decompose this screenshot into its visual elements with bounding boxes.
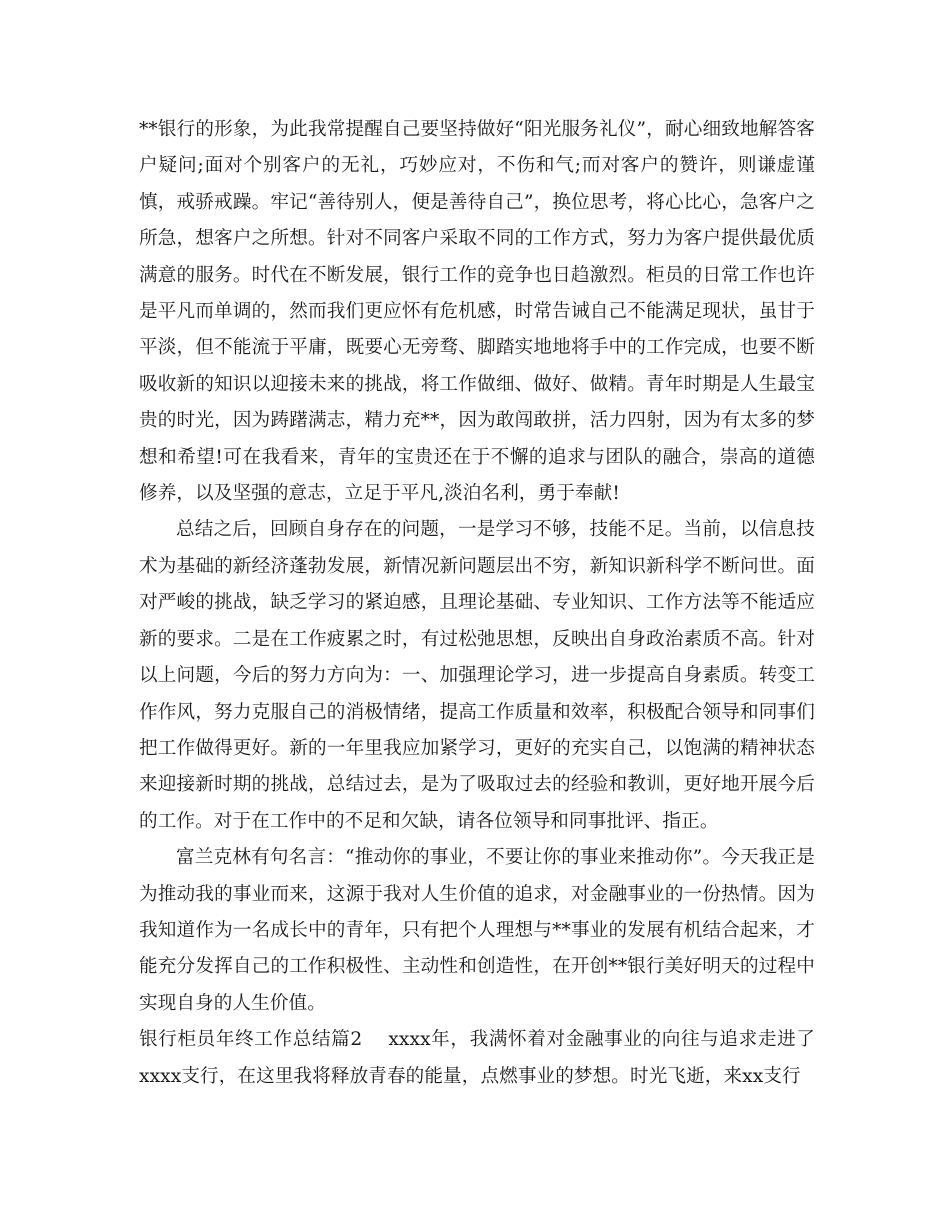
paragraph-3: 富兰克林有句名言：“推动你的事业，不要让你的事业来推动你”。今天我正是为推动我的事业而来，这源于我对人生价值的追求，对金融事业的一份热情。因为我知道作为一名成长中的青年，只有把个人理想与**事业的发展有机结合起来，才能充分发挥自己的工作积极性、主动性和创造性，在开创**银行美好明天的过程中实现自身的人生价值。 [139, 847, 815, 1014]
section-title: 银行柜员年终工作总结篇2 [139, 1029, 363, 1051]
paragraph-2: 总结之后，回顾自身存在的问题，一是学习不够，技能不足。当前，以信息技术为基础的新经济蓬勃发展，新情况新问题层出不穷，新知识新科学不断问世。面对严峻的挑战，缺乏学习的紧迫感，且理论基础、专业知识、工作方法等不能适应新的要求。二是在工作疲累之时，有过松弛思想，反映出自身政治素质不高。针对以上问题，今后的努力方向为：一、加强理论学习，进一步提高自身素质。转变工作作风，努力克服自己的消极情绪，提高工作质量和效率，积极配合领导和同事们把工作做得更好。新的一年里我应加紧学习，更好的充实自己，以饱满的精神状态来迎接新时期的挑战，总结过去，是为了吸取过去的经验和教训，更好地开展今后的工作。对于在工作中的不足和欠缺，请各位领导和同事批评、指正。 [139, 519, 815, 832]
section-text: xxxx年，我满怀着对金融事业的向往与追求走进了xxxx支行，在这里我将释放青春的能量，点燃事业的梦想。时光飞逝，来xx支行 [139, 1029, 815, 1087]
paragraph-1: **银行的形象，为此我常提醒自己要坚持做好“阳光服务礼仪”，耐心细致地解答客户疑问;面对个别客户的无礼，巧妙应对，不伤和气;而对客户的赞许，则谦虚谨慎，戒骄戒躁。牢记“善待别人，便是善待自己”，换位思考，将心比心，急客户之所急，想客户之所想。针对不同客户采取不同的工作方式，努力为客户提供最优质满意的服务。时代在不断发展，银行工作的竞争也日趋激烈。柜员的日常工作也许是平凡而单调的，然而我们更应怀有危机感，时常告诫自己不能满足现状，虽甘于平淡，但不能流于平庸，既要心无旁骛、脚踏实地地将手中的工作完成，也要不断吸收新的知识以迎接未来的挑战，将工作做细、做好、做精。青年时期是人生最宝贵的时光，因为踌躇满志，精力充**，因为敢闯敢拼，活力四射，因为有太多的梦想和希望!可在我看来，青年的宝贵还在于不懈的追求与团队的融合，崇高的道德修养，以及坚强的意志，立足于平凡,淡泊名利，勇于奉献! [139, 119, 815, 505]
document-body [139, 112, 815, 1095]
section-2 [139, 1022, 815, 1095]
